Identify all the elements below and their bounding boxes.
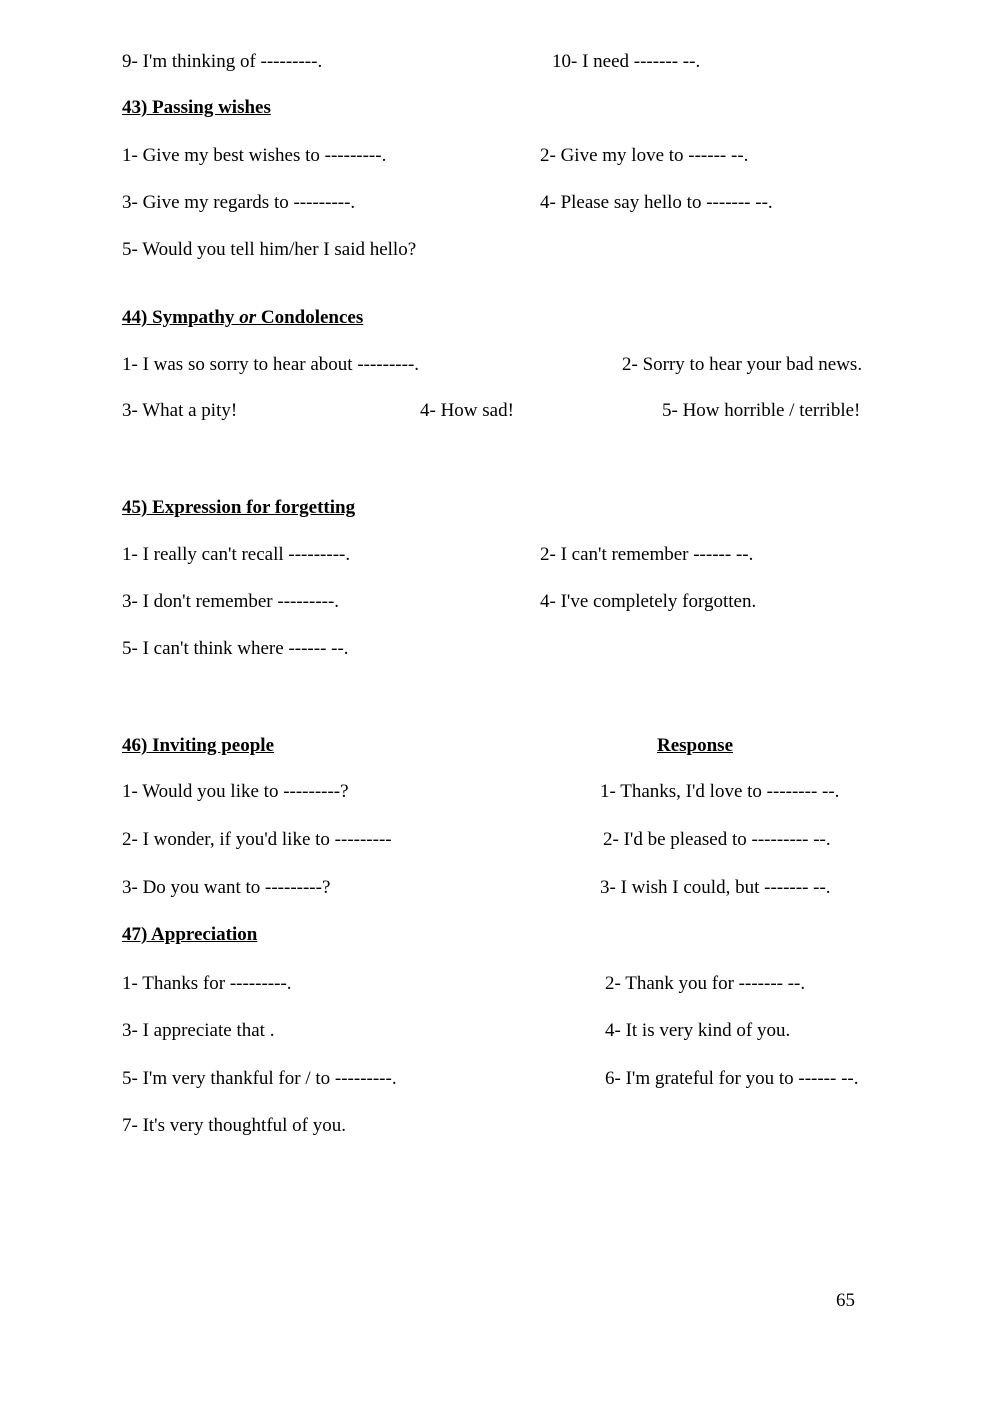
phrase: 2- Sorry to hear your bad news.: [622, 354, 863, 375]
phrase-9-thinking-of: 9- I'm thinking of ---------.: [122, 51, 323, 72]
section-45-heading: 45) Expression for forgetting: [122, 497, 356, 518]
section-46-response-heading: Response: [657, 735, 734, 756]
phrase: 5- I'm very thankful for / to ---------.: [122, 1068, 397, 1089]
phrase: 3- Give my regards to ---------.: [122, 192, 356, 213]
section-46-heading: 46) Inviting people: [122, 735, 275, 756]
phrase: 3- I wish I could, but ------- --.: [600, 877, 831, 898]
phrase: 4- Please say hello to ------- --.: [540, 192, 773, 213]
phrase: 5- I can't think where ------ --.: [122, 638, 349, 659]
section-44-heading: [122, 307, 363, 330]
phrase: 1- I really can't recall ---------.: [122, 544, 351, 565]
phrase: 3- I don't remember ---------.: [122, 591, 340, 612]
section-47-heading: 47) Appreciation: [122, 924, 258, 945]
section-43-heading: 43) Passing wishes: [122, 97, 271, 118]
phrase: 1- Thanks, I'd love to -------- --.: [600, 781, 840, 802]
phrase: 2- Give my love to ------ --.: [540, 145, 749, 166]
phrase: 4- How sad!: [420, 400, 514, 421]
section-44-heading-or: or: [239, 307, 257, 328]
phrase: 2- I wonder, if you'd like to ---------: [122, 829, 392, 850]
phrase: 1- Would you like to ---------?: [122, 781, 349, 802]
phrase: 1- Thanks for ---------.: [122, 973, 292, 994]
phrase: 2- I'd be pleased to --------- --.: [603, 829, 831, 850]
phrase: 6- I'm grateful for you to ------ --.: [605, 1068, 859, 1089]
phrase: 2- Thank you for ------- --.: [605, 973, 806, 994]
phrase: 3- What a pity!: [122, 400, 238, 421]
phrase-10-i-need: 10- I need ------- --.: [552, 51, 701, 72]
phrase: 4- I've completely forgotten.: [540, 591, 757, 612]
phrase: 1- Give my best wishes to ---------.: [122, 145, 387, 166]
phrase: 7- It's very thoughtful of you.: [122, 1115, 347, 1136]
section-44-heading-prefix: 44) Sympathy: [122, 307, 240, 328]
phrase: 2- I can't remember ------ --.: [540, 544, 754, 565]
phrase: 1- I was so sorry to hear about ---------.: [122, 354, 420, 375]
phrase: 3- Do you want to ---------?: [122, 877, 331, 898]
section-44-heading-suffix: Condolences: [256, 307, 364, 328]
phrase: 5- How horrible / terrible!: [662, 400, 861, 421]
phrase: 3- I appreciate that .: [122, 1020, 275, 1041]
phrase: 5- Would you tell him/her I said hello?: [122, 239, 417, 260]
phrase: 4- It is very kind of you.: [605, 1020, 791, 1041]
page-number: 65: [836, 1290, 855, 1311]
